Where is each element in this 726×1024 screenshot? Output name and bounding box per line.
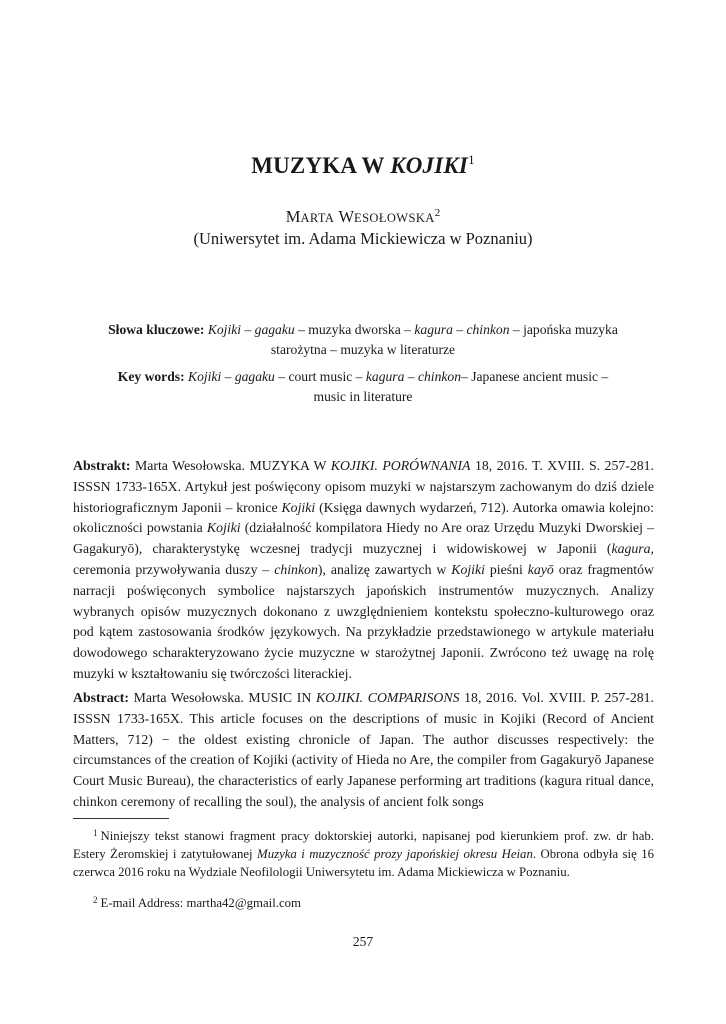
author-name: MARTA WESOŁOWSKA$^2$ — [285, 207, 441, 226]
footnote-ref-1[interactable]: 1 — [468, 152, 475, 167]
footnote-ref-2[interactable]: 2 — [434, 207, 441, 219]
author-affiliation: (Uniwersytet im. Adama Mickiewicza w Poznaniu) — [193, 229, 533, 248]
abstract-polish: Abstrakt: Marta Wesołowska. MUZYKA W KOJIKI. PORÓWNANIA 18, 2016. T. XVIII. S. 257-281. ISSSN 1733-165X. Artykuł jest poświęcony opisom muzyki w najstarszym zachowanym do dziś dziele historiograficznym Japonii – kronice Kojiki (Księga dawnych wydarzeń, 712). Autorka omawia kolejno: okoliczności powstania Kojiki (działalność kompilatora Hiedy no Are oraz Urzędu Muzyki Dworskiej – Gagakuryō), charakterystykę wczesnej tradycji muzycznej i widowiskowej w Japonii (kagura, ceremonia przywoływania duszy – chinkon), analizę zawartych w Kojiki pieśni kayō oraz fragmentów narracji poświęconych symbolice najstarszych japońskich instrumentów muzycznych. Analizy wybranych opisów muzycznych dokonano z uwzględnieniem kontekstu społeczno-kulturowego oraz pod kątem zastosowania środków językowych. Na przykładzie przedstawionego w artykule materiału dowodowego scharakteryzowano życie muzyczne w starożytnej Japonii. Zwrócono też uwagę na rolę muzyki w kształtowaniu się twórczości literackiej. — [73, 458, 654, 681]
keywords-polish: Słowa kluczowe: Kojiki – gagaku – muzyka dworska – kagura – chinkon – japońska muzyka starożytna – muzyka w literaturze — [108, 322, 618, 357]
footnote-separator — [73, 818, 169, 819]
footnote-2: $^2$ E-mail Address: martha42@gmail.com — [93, 895, 301, 910]
keywords-english: Key words: Kojiki – gagaku – court music – kagura – chinkon– Japanese ancient music – music in literature — [117, 369, 609, 404]
footnote-1: $^1$ Niniejszy tekst stanowi fragment pracy doktorskiej autorki, napisanej pod kierunkiem prof. zw. dr hab. Estery Żeromskiej i zatytułowanej Muzyka i muzyczność prozy japońskiej okresu Heian. Obrona odbyła się 16 czerwca 2016 roku na Wydziale Neofilologii Uniwersytetu im. Adama Mickiewicza w Poznaniu. — [73, 828, 654, 880]
article-title: MUZYKA W KOJIKI$^1$ — [251, 152, 475, 178]
page-number: 257 — [352, 934, 374, 949]
abstract-english: Abstract: Marta Wesołowska. MUSIC IN KOJIKI. COMPARISONS 18, 2016. Vol. XVIII. P. 257-281. ISSSN 1733-165X. This article focuses on the descriptions of music in Kojiki (Record of Ancient Matters, 712) − the oldest existing chronicle of Japan. The author discusses respectively: the circumstances of the creation of Kojiki (activity of Hieda no Are, the compiler from Gagakuryō Japanese Court Music Bureau), the characteristics of early Japanese performing art traditions (kagura ritual dance, chinkon ceremony of recalling the soul), the analysis of ancient folk songs — [73, 690, 654, 809]
